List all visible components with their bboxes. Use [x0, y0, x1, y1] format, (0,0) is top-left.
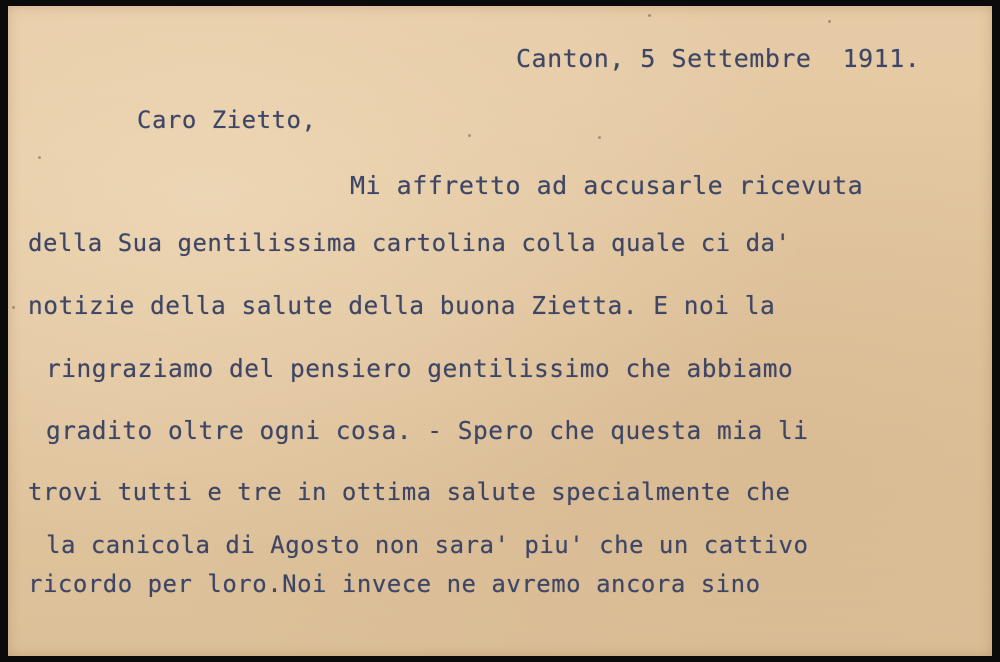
body-line-4: ringraziamo del pensiero gentilissimo che abbiamo — [46, 354, 794, 383]
body-line-8: ricordo per loro.Noi invece ne avremo ancora sino — [28, 570, 761, 598]
postcard — [8, 6, 992, 656]
paper-speck — [468, 134, 471, 137]
paper-speck — [828, 20, 831, 23]
body-line-5: gradito oltre ogni cosa. - Spero che questa mia li — [46, 416, 809, 445]
paper-speck — [598, 136, 601, 139]
body-line-1: Mi affretto ad accusarle ricevuta — [350, 171, 864, 200]
greeting: Caro Zietto, — [137, 106, 317, 134]
body-line-6: trovi tutti e tre in ottima salute specialmente che — [28, 478, 791, 506]
date-line: Canton, 5 Settembre 1911. — [516, 44, 921, 73]
body-line-7: la canicola di Agosto non sara' piu' che un cattivo — [46, 531, 809, 559]
body-line-2: della Sua gentilissima cartolina colla quale ci da' — [28, 229, 791, 257]
body-line-3: notizie della salute della buona Zietta. E noi la — [28, 291, 776, 320]
paper-speck — [12, 306, 15, 309]
paper-speck — [648, 14, 651, 17]
paper-speck — [38, 156, 41, 159]
